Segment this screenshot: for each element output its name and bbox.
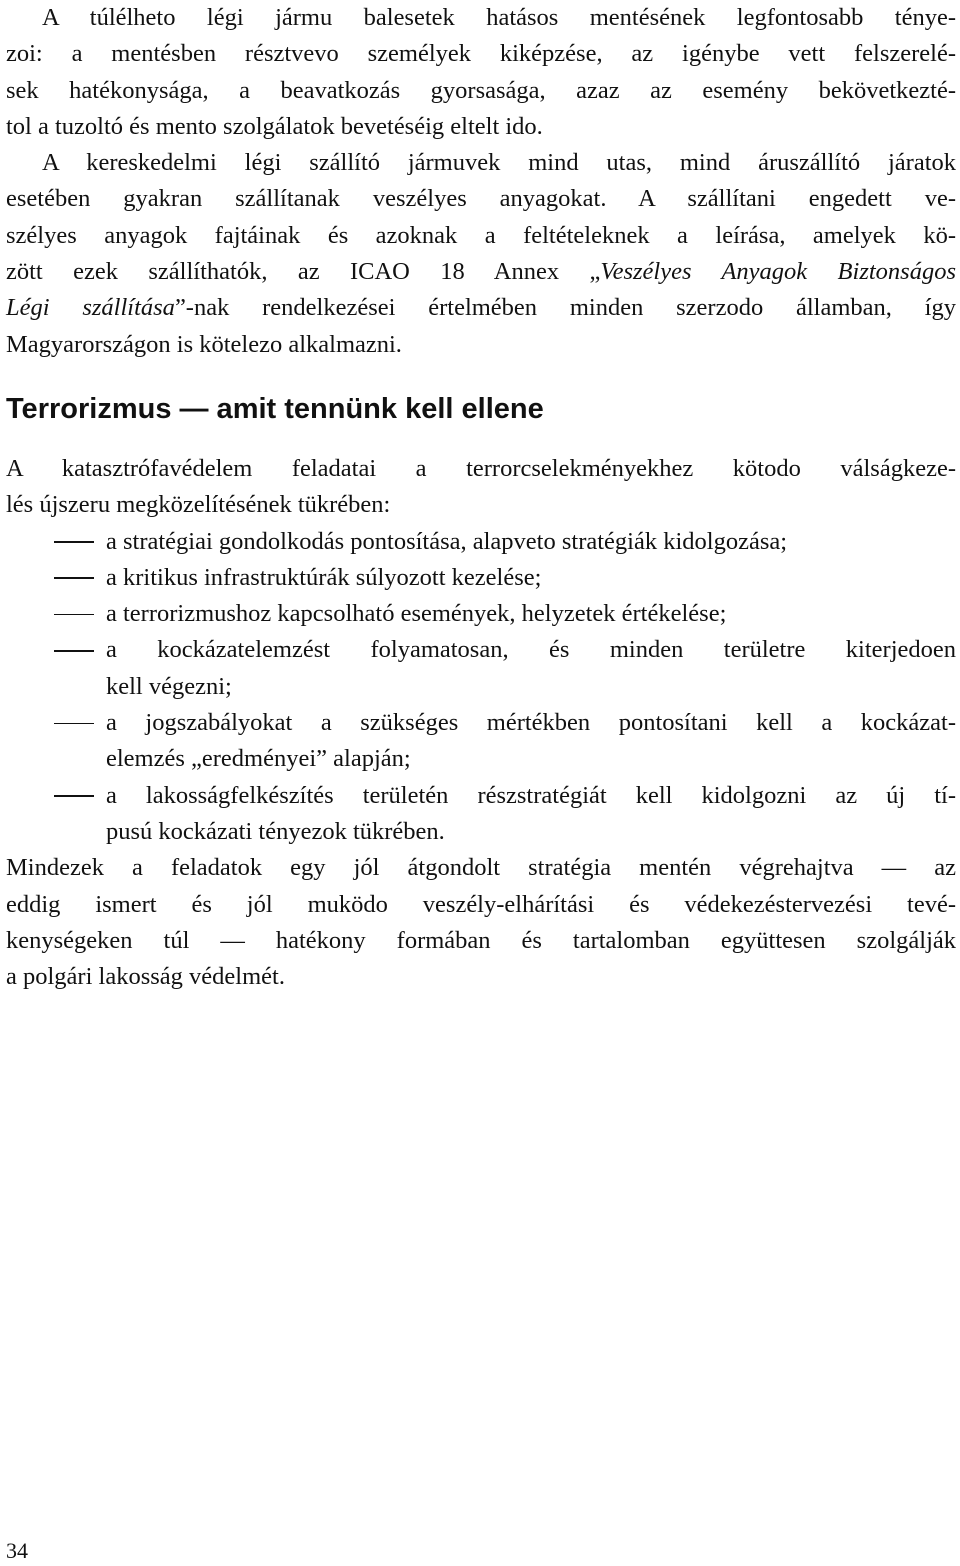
bullet-text: a jogszabályokat a szükséges mértékben pontosítani kell a kockázat- — [106, 709, 956, 737]
bullet-text-continued: pusú kockázati tényezok tükrében. — [106, 817, 445, 845]
bullet-item — [6, 778, 956, 851]
text-line — [6, 290, 956, 326]
bullet-row — [6, 778, 956, 814]
text-line: zoi: a mentésben résztvevo személyek kiképzése, az igénybe vett felszerelé- — [6, 40, 956, 68]
italic-title: Veszélyes Anyagok Biztonságos — [600, 258, 956, 286]
paragraph-rescue — [6, 0, 956, 145]
italic-title: Légi szállítása — [6, 294, 175, 322]
text-line: szélyes anyagok fajtáinak és azoknak a feltételeknek a leírása, amelyek kö- — [6, 221, 956, 249]
section-heading: Terrorizmus — amit tennünk kell ellene — [6, 392, 544, 425]
dash-bullet-icon — [54, 723, 94, 725]
text-line: tol a tuzoltó és mento szolgálatok bevetéséig eltelt ido. — [6, 112, 543, 140]
paragraph-dangerous-goods — [6, 145, 956, 363]
text-span: zött ezek szállíthatók, az ICAO 18 Annex „ — [6, 258, 601, 286]
document-page — [6, 0, 956, 995]
text-line: A kereskedelmi légi szállító jármuvek mind utas, mind áruszállító járatok — [42, 149, 956, 177]
dash-bullet-icon — [54, 650, 94, 652]
bullet-text: a lakosságfelkészítés területén részstratégiát kell kidolgozni az új tí- — [106, 781, 956, 809]
paragraph-intro — [6, 451, 956, 524]
bullet-item — [6, 632, 956, 705]
bullet-row — [6, 596, 956, 632]
text-line: kenységeken túl — hatékony formában és tartalomban együttesen szolgálják — [6, 926, 956, 954]
bullet-text: a kritikus infrastruktúrák súlyozott kezelése; — [106, 563, 542, 591]
bullet-row — [6, 560, 956, 596]
text-line: esetében gyakran szállítanak veszélyes anyagokat. A szállítani engedett ve- — [6, 185, 956, 213]
bullet-item — [6, 596, 956, 632]
text-line: eddig ismert és jól muködo veszély-elhárítási és védekezéstervezési tevé- — [6, 890, 956, 918]
bullet-item — [6, 560, 956, 596]
bullet-row — [6, 524, 956, 560]
bullet-text-continued: elemzés „eredményei” alapján; — [106, 745, 411, 773]
dash-bullet-icon — [54, 795, 94, 797]
dash-bullet-icon — [54, 577, 94, 579]
text-line — [6, 254, 956, 290]
text-line: A túlélheto légi jármu balesetek hatásos mentésének legfontosabb ténye- — [42, 4, 956, 31]
text-line: Magyarországon is kötelezo alkalmazni. — [6, 330, 402, 358]
bullet-text: a kockázatelemzést folyamatosan, és minden területre kiterjedoen — [106, 636, 956, 664]
bullet-item — [6, 524, 956, 560]
bullet-row — [6, 705, 956, 741]
bullet-row — [6, 632, 956, 668]
text-line: Mindezek a feladatok egy jól átgondolt stratégia mentén végrehajtva — az — [6, 854, 956, 882]
text-line: lés újszeru megközelítésének tükrében: — [6, 491, 391, 519]
text-span: ”-nak rendelkezései értelmében minden szerzodo államban, így — [174, 294, 956, 322]
bullet-text: a terrorizmushoz kapcsolható események, helyzetek értékelése; — [106, 600, 727, 628]
text-line: A katasztrófavédelem feladatai a terrorcselekményekhez kötodo válságkeze- — [6, 454, 956, 482]
bullet-text: a stratégiai gondolkodás pontosítása, alapveto stratégiák kidolgozása; — [106, 527, 788, 555]
paragraph-closing — [6, 850, 956, 995]
page-number: 34 — [6, 1538, 28, 1563]
text-line: sek hatékonysága, a beavatkozás gyorsasága, azaz az esemény bekövetkezté- — [6, 76, 956, 104]
dash-bullet-icon — [54, 541, 94, 543]
bullet-list — [6, 524, 956, 851]
dash-bullet-icon — [54, 614, 94, 616]
bullet-text-continued: kell végezni; — [106, 672, 232, 700]
bullet-item — [6, 705, 956, 778]
text-line: a polgári lakosság védelmét. — [6, 963, 285, 991]
